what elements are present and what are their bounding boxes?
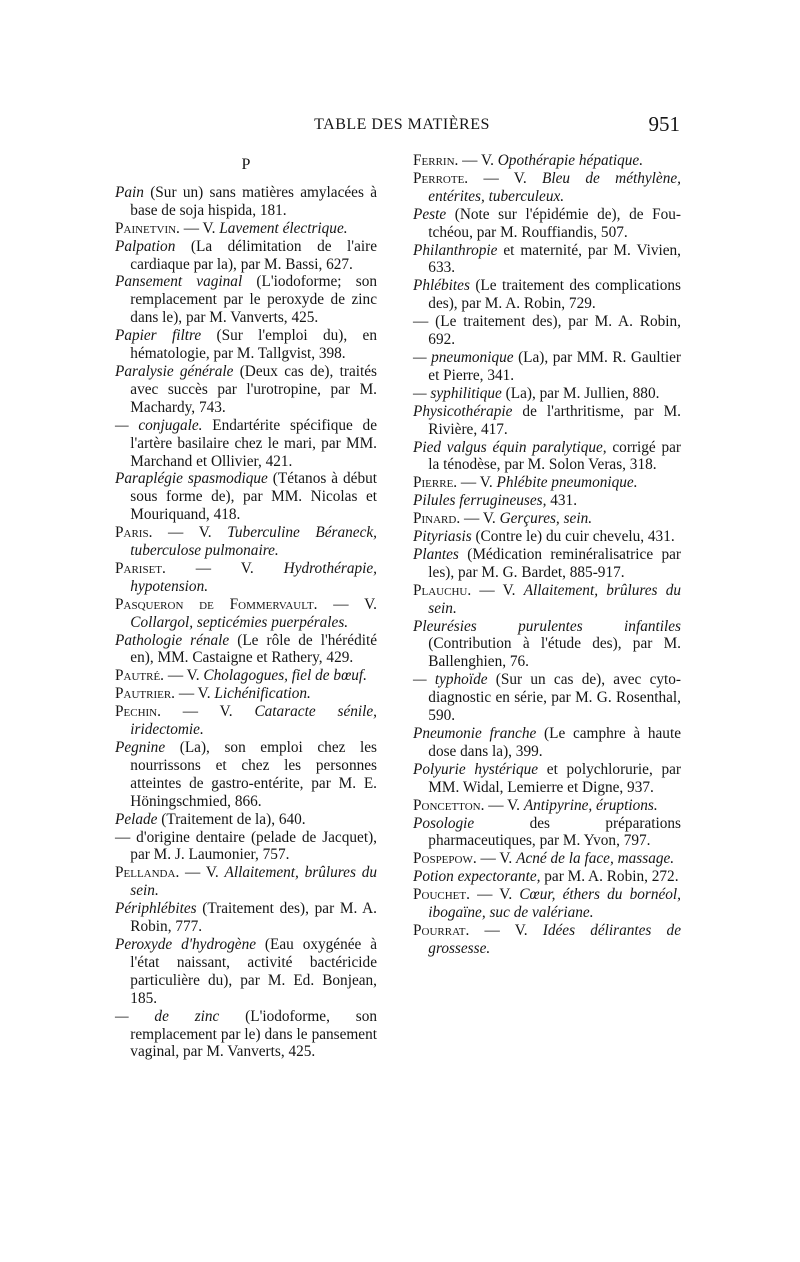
right-entry-list — [413, 152, 681, 958]
entry-text: — V. — [179, 864, 225, 882]
entry-text: (Sur l'emploi du), en hématologie, par M. Tallgvist, 398. — [130, 327, 377, 363]
left-entry-list — [115, 184, 377, 1061]
entry-text: (Le rôle de l'hérédité en), MM. Castaigne et Rathery, 429. — [130, 631, 378, 667]
entry-heading: — de zinc — [115, 1007, 220, 1025]
entry-text: (Traitement de la), 640. — [157, 810, 306, 828]
entry-text: — V. — [476, 850, 517, 868]
index-entry — [115, 829, 377, 865]
entry-heading: Pinard. — [413, 510, 461, 528]
entry-text: 431. — [546, 492, 578, 510]
index-entry — [413, 815, 681, 851]
entry-text: (Sur un cas de), avec cyto-diagnostic en série, par M. G. Rosenthal, 590. — [428, 671, 681, 725]
entry-text: (Eau oxygénée à l'état naissant, activité bactéricide particulière du), par M. Ed. Bonjean, 185. — [130, 935, 377, 1007]
entry-heading: — typhoïde — [413, 671, 488, 689]
entry-text: — V. — [317, 595, 377, 613]
entry-heading: Pityriasis — [413, 528, 472, 546]
index-entry — [413, 313, 681, 349]
entry-heading: — d'origine dentaire — [115, 828, 246, 846]
entry-text: — V. — [160, 703, 255, 721]
index-entry — [115, 184, 377, 220]
entry-text: (Tétanos à début sous forme de), par MM. Nicolas et Mouriquand, 418. — [130, 470, 378, 524]
entry-text: (pelade de Jacquet), par M. J. Laumonier, 757. — [130, 828, 377, 864]
entry-heading: Pourrat. — [413, 921, 470, 939]
entry-heading: Pilules ferrugineuses, — [413, 492, 547, 510]
entry-heading: — syphilitique — [413, 384, 502, 402]
index-entry — [115, 417, 377, 471]
entry-heading: Pierre. — [413, 474, 458, 492]
index-entry — [413, 868, 681, 886]
entry-heading: Pelade — [115, 810, 158, 828]
entry-text: (La délimitation de l'aire cardiaque par la), par M. Bassi, 627. — [130, 237, 377, 273]
index-entry — [115, 900, 377, 936]
index-entry — [115, 327, 377, 363]
cross-reference: Allaitement, brûlures du sein. — [130, 864, 377, 900]
index-entry — [413, 528, 681, 546]
entry-text: (Le traitement des complications des), par M. A. Robin, 729. — [428, 277, 681, 313]
entry-text: — V. — [471, 581, 524, 599]
entry-text: — V. — [468, 169, 543, 187]
cross-reference: Hydrothérapie, hypotension. — [130, 559, 377, 595]
index-entry — [413, 886, 681, 922]
entry-heading: Pautré. — [115, 667, 164, 685]
entry-text: — V. — [179, 219, 220, 237]
entry-heading: — — [413, 313, 429, 331]
entry-heading: Pospepow. — [413, 850, 477, 868]
index-entry — [413, 546, 681, 582]
entry-heading: Pasqueron de Fommervault. — [115, 595, 318, 613]
entry-text: (Médication reminéralisatrice par les), par M. G. Bardet, 885-917. — [428, 545, 681, 581]
entry-heading: Pied valgus équin paralytique, — [413, 438, 607, 456]
index-entry — [413, 582, 681, 618]
entry-heading: Pneumonie franche — [413, 725, 537, 742]
index-entry — [413, 797, 681, 815]
entry-heading: Pathologie rénale — [115, 631, 230, 649]
entry-text: (Deux cas de), traités avec succès par l'urotropine, par M. Machardy, 743. — [130, 362, 377, 416]
index-entry — [115, 560, 377, 596]
entry-heading: Physicothérapie — [413, 402, 513, 420]
entry-heading: — pneumonique — [413, 348, 514, 366]
index-entry — [413, 671, 681, 725]
entry-heading: Polyurie hystérique — [413, 760, 539, 778]
index-entry — [115, 667, 377, 685]
entry-text: (Note sur l'épidémie de), de Fou-tchéou, par M. Rouffiandis, 507. — [428, 205, 681, 241]
cross-reference: Acné de la face, massage. — [516, 850, 675, 868]
index-entry — [413, 510, 681, 528]
entry-text: (L'iodoforme, son remplacement par le) dans le pansement vaginal, par M. Vanverts, 425. — [130, 1007, 377, 1061]
index-entry — [413, 242, 681, 278]
entry-text: — V. — [469, 921, 543, 939]
entry-text: corrigé par la ténodèse, par M. Solon Veras, 318. — [428, 438, 681, 474]
entry-text: (Le camphre à haute dose dans la), 399. — [428, 725, 681, 760]
letter-heading: P — [241, 156, 251, 173]
entry-text: par M. A. Robin, 272. — [540, 868, 679, 886]
cross-reference: Allaitement, brûlures du sein. — [428, 581, 681, 617]
cross-reference: Bleu de méthylène, entérites, tuberculeux. — [428, 169, 681, 205]
entry-heading: Pouchet. — [413, 886, 470, 904]
index-entry — [115, 363, 377, 417]
index-entry — [115, 864, 377, 900]
entry-text: (Contribution à l'étude des), par M. Ballenghien, 76. — [428, 635, 681, 671]
entry-text: — V. — [469, 886, 520, 904]
entry-text: — V. — [152, 524, 228, 542]
entry-text: — V. — [457, 474, 497, 492]
entry-text: (Traitement des), par M. A. Robin, 777. — [130, 900, 377, 936]
entry-heading: Pansement vaginal — [115, 273, 243, 291]
cross-reference: Cataracte sénile, iridectomie. — [130, 703, 377, 739]
index-entry — [413, 403, 681, 439]
index-entry — [413, 922, 681, 958]
index-entry — [115, 470, 377, 524]
cross-reference: Phlébite pneumonique. — [496, 474, 638, 492]
cross-reference: Cœur, éthers du bornéol, ibogaïne, suc de valériane. — [428, 886, 681, 922]
entry-text: — V. — [175, 685, 215, 703]
entry-heading: Pechin. — [115, 703, 161, 721]
entry-text: — V. — [165, 559, 284, 577]
entry-heading: Pellanda. — [115, 864, 180, 882]
entry-text: (La), son emploi chez les nourrissons et chez les personnes atteintes de gastro-entérite, par M. E. Höningschmied, 866. — [130, 739, 377, 810]
index-entry — [413, 618, 681, 672]
entry-heading: Painetvin. — [115, 219, 180, 237]
index-entry — [115, 632, 377, 668]
index-entry — [115, 238, 377, 274]
entry-heading: Papier filtre — [115, 327, 202, 345]
index-entry — [115, 811, 377, 829]
cross-reference: Collargol, septicémies puerpérales. — [130, 613, 349, 631]
index-entry — [115, 1008, 377, 1062]
entry-heading: — conjugale. — [115, 416, 203, 434]
entry-heading: Paraplégie spasmodique — [115, 470, 268, 488]
entry-text: et polychlorurie, par MM. Widal, Lemierre et Digne, 937. — [428, 760, 681, 796]
entry-text: (Contre le) du cuir chevelu, 431. — [471, 528, 675, 546]
entry-heading: Posologie — [413, 814, 475, 832]
index-entry — [413, 206, 681, 242]
entry-heading: Ferrin. — [413, 152, 459, 169]
entry-text: — V. — [164, 667, 204, 685]
entry-heading: Plauchu. — [413, 581, 472, 599]
entry-text: — V. — [458, 152, 498, 169]
index-entry — [413, 850, 681, 868]
entry-heading: Pleurésies purulentes infantiles — [413, 617, 681, 635]
index-entry — [115, 220, 377, 238]
cross-reference: Tuberculine Béraneck, tuberculose pulmonaire. — [130, 524, 377, 560]
cross-reference: Gerçures, sein. — [499, 510, 593, 528]
index-entry — [413, 170, 681, 206]
index-entry — [413, 439, 681, 475]
cross-reference: Cholagogues, fiel de bœuf. — [203, 667, 367, 685]
index-entry — [115, 739, 377, 811]
entry-text: (La), par MM. R. Gaultier et Pierre, 341. — [428, 348, 681, 384]
left-column — [115, 152, 377, 1061]
entry-text: (L'iodoforme; son remplacement par le peroxyde de zinc dans le), par M. Vanverts, 425. — [130, 273, 378, 327]
entry-heading: Peste — [413, 205, 447, 223]
entry-heading: Pegnine — [115, 739, 166, 756]
entry-text: Endartérite spécifique de l'artère basilaire chez le mari, par MM. Marchand et Ollivier, 421. — [130, 416, 377, 470]
index-entry — [413, 725, 681, 761]
entry-text: — V. — [484, 796, 524, 814]
index-entry — [413, 277, 681, 313]
entry-heading: Paralysie générale — [115, 362, 234, 380]
index-entry — [413, 152, 681, 170]
entry-text: et maternité, par M. Vivien, 633. — [428, 241, 681, 277]
index-entry — [115, 596, 377, 632]
index-entry — [413, 761, 681, 797]
entry-heading: Pautrier. — [115, 685, 175, 703]
cross-reference: Lavement électrique. — [219, 219, 348, 237]
entry-heading: Potion expectorante, — [413, 868, 541, 886]
index-entry — [413, 349, 681, 385]
index-entry — [115, 273, 377, 327]
entry-heading: Périphlébites — [115, 900, 197, 918]
entry-text: de l'arthritisme, par M. Rivière, 417. — [428, 402, 681, 438]
entry-heading: Philanthropie — [413, 241, 498, 259]
cross-reference: Lichénification. — [214, 685, 311, 703]
index-entry — [115, 703, 377, 739]
index-entry — [115, 936, 377, 1008]
page-number: 951 — [648, 112, 680, 136]
right-column — [413, 152, 681, 958]
entry-heading: Pain — [115, 183, 144, 201]
entry-heading: Poncetton. — [413, 796, 485, 814]
entry-heading: Peroxyde d'hydrogène — [115, 935, 257, 953]
index-entry — [413, 492, 681, 510]
entry-heading: Plantes — [413, 545, 459, 563]
index-entry — [413, 474, 681, 492]
index-entry — [413, 385, 681, 403]
entry-heading: Paris. — [115, 524, 153, 542]
index-entry — [115, 685, 377, 703]
entry-heading: Palpation — [115, 237, 176, 255]
entry-text: (Le traitement des), par M. A. Robin, 692. — [428, 313, 681, 349]
entry-heading: Phlébites — [413, 277, 470, 295]
entry-heading: Perrote. — [413, 169, 469, 187]
cross-reference: Antipyrine, éruptions. — [523, 796, 658, 814]
running-title: TABLE DES MATIÈRES — [314, 116, 490, 133]
entry-text: — V. — [460, 510, 500, 528]
cross-reference: Idées délirantes de grossesse. — [428, 921, 681, 957]
entry-text: (La), par M. Jullien, 880. — [501, 384, 660, 402]
index-entry — [115, 524, 377, 560]
entry-text: des préparations pharmaceutiques, par M. Yvon, 797. — [428, 814, 681, 850]
entry-text: (Sur un) sans matières amylacées à base de soja hispida, 181. — [130, 183, 377, 219]
cross-reference: Opothérapie hépatique. — [497, 152, 644, 169]
entry-heading: Pariset. — [115, 559, 166, 577]
